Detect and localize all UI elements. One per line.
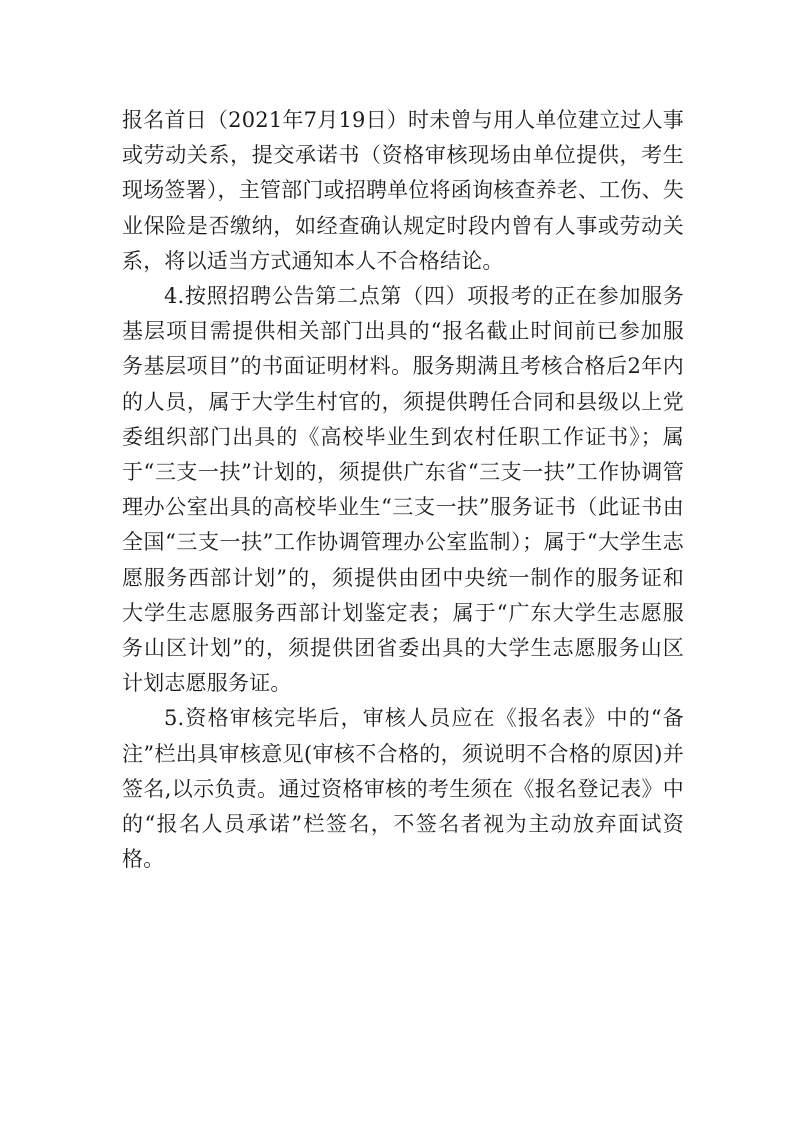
document-body <box>122 103 684 877</box>
paragraph-item-5: 5.资格审核完毕后，审核人员应在《报名表》中的“备注”栏出具审核意见(审核不合格的，须说明不合格的原因)并签名,以示负责。通过资格审核的考生须在《报名登记表》中的“报名人员承诺”栏签名，不签名者视为主动放弃面试资格。 <box>122 706 684 872</box>
paragraph-item-4: 4.按照招聘公告第二点第（四）项报考的正在参加服务基层项目需提供相关部门出具的“报名截止时间前已参加服务基层项目”的书面证明材料。服务期满且考核合格后2年内的人员，属于大学生村官的，须提供聘任合同和县级以上党委组织部门出具的《高校毕业生到农村任职工作证书》；属于“三支一扶”计划的，须提供广东省“三支一扶”工作协调管理办公室出具的高校毕业生“三支一扶”服务证书（此证书由全国“三支一扶”工作协调管理办公室监制）；属于“大学生志愿服务西部计划”的，须提供由团中央统一制作的服务证和大学生志愿服务西部计划鉴定表；属于“广东大学生志愿服务山区计划”的，须提供团省委出具的大学生志愿服务山区计划志愿服务证。 <box>122 284 684 696</box>
paragraph-continuation: 报名首日（2021年7月19日）时未曾与用人单位建立过人事或劳动关系，提交承诺书（资格审核现场由单位提供，考生现场签署），主管部门或招聘单位将函询核查养老、工伤、失业保险是否缴纳，如经查确认规定时段内曾有人事或劳动关系，将以适当方式通知本人不合格结论。 <box>122 108 684 273</box>
